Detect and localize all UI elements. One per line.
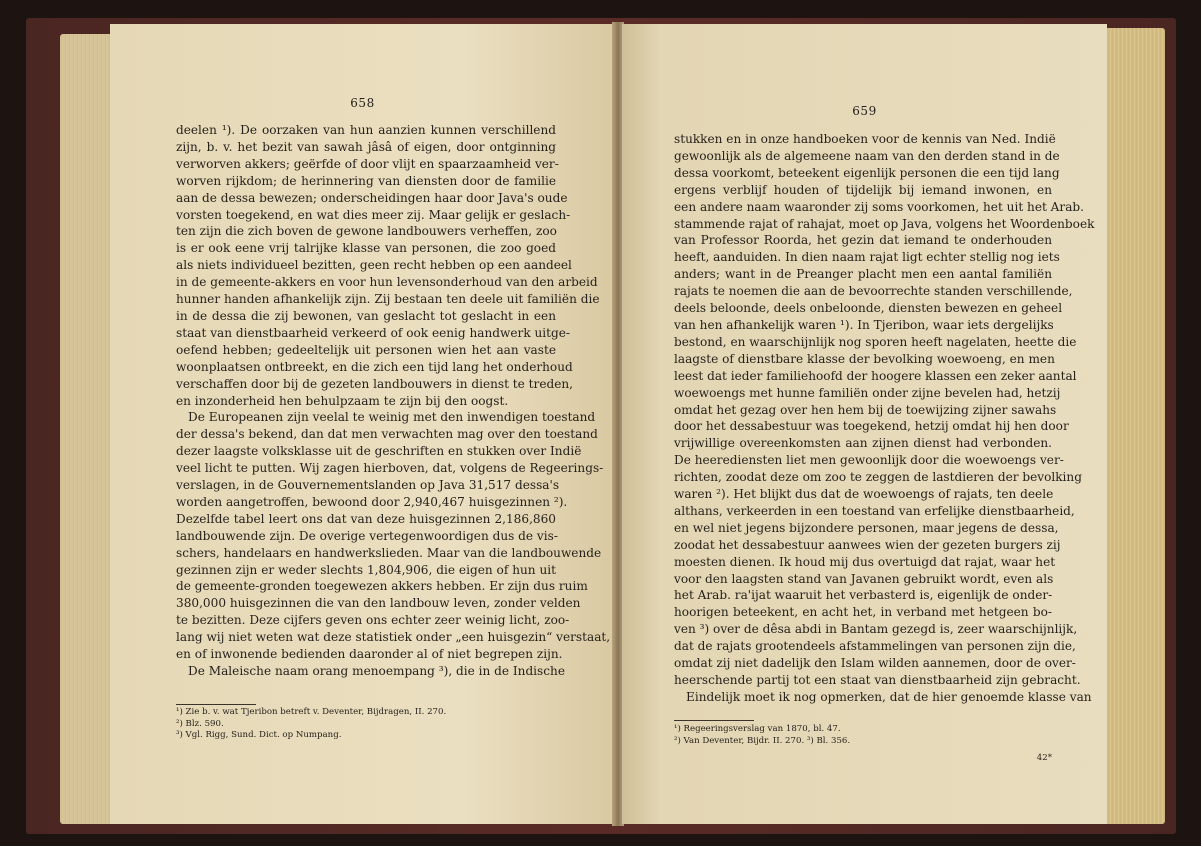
text-line: stukken en in onze handboeken voor de kennis van Ned. Indië	[674, 132, 1056, 146]
text-line: de gemeente-gronden toegewezen akkers hebben. Er zijn dus ruim	[176, 579, 588, 594]
footnote: ²) Van Deventer, Bijdr. II. 270. ³) Bl. 356.	[674, 735, 851, 746]
text-line: verslagen, in de Gouvernementslanden op Java 31,517 dessa's	[176, 478, 560, 493]
footnotes	[176, 707, 446, 742]
text-line: zoodat het dessabestuur aanwees wien der gezeten burgers zij	[674, 537, 1061, 552]
text-line: woonplaatsen ontbreekt, en die zich een tijd lang het onderhoud	[176, 359, 573, 374]
text-line: Eindelijk moet ik nog opmerken, dat de hier genoemde klasse van	[686, 689, 1092, 704]
text-line: zijn, b. v. het bezit van sawah jâsâ of eigen, door ontginning	[176, 139, 556, 154]
text-line: te bezitten. Deze cijfers geven ons echter zeer weinig licht, zoo-	[176, 613, 570, 628]
text-line: bestond, en waarschijnlijk nog sporen heeft nagelaten, heette die	[674, 334, 1077, 349]
text-line: vorsten toegekend, en wat dies meer zij. Maar gelijk er geslach-	[176, 207, 571, 222]
text-line: staat van dienstbaarheid verkeerd of ook eenig handwerk uitge-	[176, 325, 570, 340]
text-line: Dezelfde tabel leert ons dat van deze huisgezinnen 2,186,860	[176, 511, 556, 526]
text-line: heerschende partij tot een staat van dienstbaarheid zijn gebracht.	[674, 673, 1081, 687]
text-line: 380,000 huisgezinnen die van den landbouw leven, zonder velden	[176, 596, 581, 611]
text-line: ergens verblijf houden of tijdelijk bij iemand inwonen, en	[674, 182, 1052, 197]
text-line: De Europeanen zijn veelal te weinig met den inwendigen toestand	[188, 410, 596, 425]
right-page	[622, 24, 1107, 824]
footnote: ¹) Regeeringsverslag van 1870, bl. 47.	[674, 724, 841, 734]
text-line: voor den laagsten stand van Javanen gebruikt wordt, even als	[674, 571, 1054, 586]
text-line: hunner handen afhankelijk zijn. Zij bestaan ten deele uit familiën die	[176, 292, 600, 307]
footnote: ³) Vgl. Rigg, Sund. Dict. op Numpang.	[176, 730, 342, 741]
page-number: 658	[350, 96, 375, 110]
text-line: ven ³) over de dêsa abdi in Bantam gezegd is, zeer waarschijnlijk,	[674, 622, 1078, 637]
text-line: in de dessa die zij bewonen, van geslacht tot geslacht in een	[176, 308, 556, 323]
text-line: veel licht te putten. Wij zagen hierboven, dat, volgens de Regeerings-	[176, 461, 604, 476]
text-line: en wel niet jegens bijzondere personen, maar jegens de dessa,	[674, 520, 1059, 535]
text-line: landbouwende zijn. De overige vertegenwoordigen dus de vis-	[176, 528, 558, 543]
text-line: leest dat ieder familiehoofd der hoogere klassen een zeker aantal	[674, 368, 1077, 383]
text-line: waren ²). Het blijkt dus dat de woewoengs of rajats, ten deele	[674, 487, 1054, 502]
text-line: althans, verkeerden in een toestand van erfelijke dienstbaarheid,	[674, 503, 1075, 518]
text-line: in de gemeente-akkers en voor hun levensonderhoud van den arbeid	[176, 275, 598, 290]
text-line: worden aangetroffen, bewoond door 2,940,467 huisgezinnen ²).	[176, 494, 568, 509]
text-line: schers, handelaars en handwerkslieden. Maar van die landbouwende	[176, 545, 602, 560]
footnote: ²) Blz. 590.	[176, 718, 224, 729]
right-page-edges	[1105, 28, 1165, 824]
text-line: deelen ¹). De oorzaken van hun aanzien kunnen verschillend	[176, 123, 556, 137]
text-line: gewoonlijk als de algemeene naam van den derden stand in de	[674, 148, 1060, 163]
text-line: dat de rajats grootendeels afstammelingen van personen zijn die,	[674, 639, 1076, 654]
text-line: een andere naam waaronder zij soms voorkomen, het uit het Arab.	[674, 199, 1084, 214]
text-line: lang wij niet weten wat deze statistiek onder „een huisgezin“ verstaat,	[176, 630, 611, 645]
text-line: van Professor Roorda, het gezin dat iemand te onderhouden	[674, 233, 1052, 248]
text-line: hoorigen beteekent, en acht het, in verband met hetgeen bo-	[674, 605, 1052, 620]
text-line: het Arab. ra'ijat waaruit het verbasterd is, eigenlijk de onder-	[674, 588, 1053, 603]
footnotes	[674, 724, 850, 747]
text-line: der dessa's bekend, dan dat men verwachten mag over den toestand	[176, 427, 598, 442]
footnote-rule	[176, 704, 256, 705]
text-line: als niets individueel bezitten, geen recht hebben op een aandeel	[176, 258, 572, 273]
text-line: omdat zij niet dadelijk den Islam wilden aannemen, door de over-	[674, 656, 1076, 671]
text-line: door het dessabestuur was toegekend, hetzij omdat hij hen door	[674, 419, 1069, 434]
text-line: oefend hebben; gedeeltelijk uit personen wien het aan vaste	[176, 342, 556, 357]
text-line: richten, zoodat deze om zoo te zeggen de lastdieren der bevolking	[674, 470, 1082, 485]
footnote-rule	[674, 720, 754, 721]
text-line: en inzonderheid hen behulpzaam te zijn bij den oogst.	[176, 393, 509, 408]
text-line: stammende rajat of rahajat, moet op Java, volgens het Woordenboek	[674, 216, 1095, 231]
left-page-edges	[60, 34, 112, 824]
text-line: aan de dessa bewezen; onderscheidingen haar door Java's oude	[176, 190, 568, 205]
text-line: De heerediensten liet men gewoonlijk door die woewoengs ver-	[674, 453, 1064, 468]
body-text	[176, 122, 611, 680]
text-line: woewoengs met hunne familiën onder zijne bevelen had, hetzij	[674, 385, 1061, 400]
text-line: en of inwonende bedienden daaronder al of niet begrepen zijn.	[176, 647, 563, 662]
text-line: laagste of dienstbare klasse der bevolking woewoeng, en men	[674, 351, 1055, 366]
text-line: verschaffen door bij de gezeten landbouwers in dienst te treden,	[176, 376, 574, 391]
text-line: heeft, aanduiden. In dien naam rajat ligt echter stellig nog iets	[674, 250, 1060, 265]
footnote: ¹) Zie b. v. wat Tjeribon betreft v. Deventer, Bijdragen, II. 270.	[176, 707, 447, 717]
left-page	[110, 24, 615, 824]
text-line: De Maleische naam orang menoempang ³), die in de Indische	[188, 664, 565, 678]
text-line: van hen afhankelijk waren ¹). In Tjeribon, waar iets dergelijks	[674, 317, 1054, 332]
text-line: omdat het gezag over hen hem bij de toewijzing zijner sawahs	[674, 402, 1057, 417]
text-line: deels beloonde, deels onbeloonde, diensten bewezen en geheel	[674, 301, 1063, 316]
page-number: 659	[852, 104, 877, 118]
text-line: dessa voorkomt, beteekent eigenlijk personen die een tijd lang	[674, 165, 1060, 180]
text-line: vrijwillige overeenkomsten aan zijnen dienst had verbonden.	[674, 436, 1052, 451]
text-line: gezinnen zijn er weder slechts 1,804,906, die eigen of hun uit	[176, 562, 556, 577]
text-line: anders; want in de Preanger placht men een aantal familiën	[674, 267, 1052, 282]
text-line: worven rijkdom; de herinnering van diensten door de familie	[176, 173, 556, 188]
text-line: moesten dienen. Ik houd mij dus overtuigd dat rajat, waar het	[674, 554, 1056, 569]
text-line: is er ook eene vrij talrijke klasse van personen, die zoo goed	[176, 241, 556, 256]
text-line: ten zijn die zich boven de gewone landbouwers verheffen, zoo	[176, 224, 557, 239]
body-text	[674, 131, 1095, 706]
text-line: rajats te noemen die aan de bevoorrechte standen verschillende,	[674, 284, 1073, 299]
text-line: dezer laagste volksklasse uit de geschriften en stukken over Indië	[176, 444, 582, 459]
signature-mark: 42*	[1036, 753, 1052, 763]
text-line: verworven akkers; geërfde of door vlijt en spaarzaamheid ver-	[176, 156, 559, 171]
